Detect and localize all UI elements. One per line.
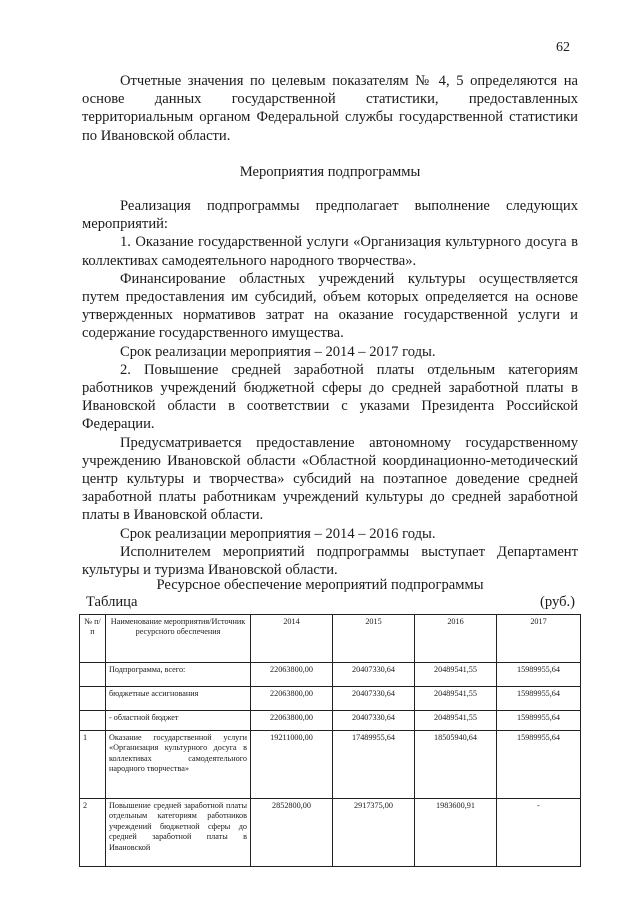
value-2017: - — [497, 799, 581, 867]
value-2016: 20489541,55 — [415, 687, 497, 711]
table-header-row — [80, 615, 581, 663]
value-2014: 22063800,00 — [251, 711, 333, 731]
value-2014: 2852800,00 — [251, 799, 333, 867]
paragraph: Отчетные значения по целевым показателям № 4, 5 определяются на основе данных государственной статистики, предоставленных территориальным органом Федеральной службы государственной статистики по Ивановской области. — [82, 73, 578, 144]
value-2015: 20407330,64 — [333, 687, 415, 711]
value-2016: 20489541,55 — [415, 711, 497, 731]
table-row — [80, 687, 581, 711]
header-cell: Наименование мероприятия/Источник ресурсного обеспечения — [106, 615, 251, 663]
value-2014: 22063800,00 — [251, 663, 333, 687]
table-row — [80, 799, 581, 867]
row-name: Оказание государственной услуги «Организация культурного досуга в коллективах самодеятельного народного творчества» — [106, 731, 251, 799]
paragraph: Срок реализации мероприятия – 2014 – 2017 годы. — [120, 343, 436, 360]
value-2017: 15989955,64 — [497, 711, 581, 731]
row-name: - областной бюджет — [106, 711, 251, 731]
row-number: 1 — [80, 731, 106, 799]
paragraph: Предусматривается предоставление автономному государственному учреждению Ивановской области «Областной координационно-методический центр культуры и творчества» субсидий на поэтапное доведение средней заработной платы работникам учреждений культуры до средней заработной платы в Ивановской области. — [82, 434, 578, 524]
value-2016: 20489541,55 — [415, 663, 497, 687]
resource-table — [79, 614, 581, 867]
row-name: бюджетные ассигнования — [106, 687, 251, 711]
value-2015: 17489955,64 — [333, 731, 415, 799]
row-number: 2 — [80, 799, 106, 867]
header-cell: 2014 — [251, 615, 333, 663]
table-row — [80, 731, 581, 799]
paragraph: Срок реализации мероприятия – 2014 – 2016 годы. — [120, 525, 436, 542]
value-2016: 18505940,64 — [415, 731, 497, 799]
value-2017: 15989955,64 — [497, 663, 581, 687]
table-title: Ресурсное обеспечение мероприятий подпрограммы — [156, 577, 484, 593]
value-2014: 19211000,00 — [251, 731, 333, 799]
section-heading: Мероприятия подпрограммы — [239, 163, 421, 180]
header-cell: № п/п — [80, 615, 106, 663]
row-number — [80, 663, 106, 687]
table-row — [80, 663, 581, 687]
body-text — [82, 72, 578, 579]
value-2016: 1983600,91 — [415, 799, 497, 867]
table-label: Таблица — [86, 594, 138, 610]
value-2015: 20407330,64 — [333, 711, 415, 731]
paragraph: Исполнителем мероприятий подпрограммы выступает Департамент культуры и туризма Ивановской области. — [82, 543, 578, 579]
header-cell: 2017 — [497, 615, 581, 663]
paragraph: 2. Повышение средней заработной платы отдельным категориям работников учреждений бюджетной сферы до средней заработной платы в Ивановской области в соответствии с указами Президента Российской Федерации. — [82, 361, 578, 433]
value-2017: 15989955,64 — [497, 687, 581, 711]
row-number — [80, 711, 106, 731]
value-2015: 20407330,64 — [333, 663, 415, 687]
header-cell: 2016 — [415, 615, 497, 663]
value-2014: 22063800,00 — [251, 687, 333, 711]
row-number — [80, 687, 106, 711]
page-number: 62 — [556, 40, 570, 55]
header-cell: 2015 — [333, 615, 415, 663]
table-unit: (руб.) — [540, 594, 576, 610]
table-row — [80, 711, 581, 731]
value-2015: 2917375,00 — [333, 799, 415, 867]
row-name: Повышение средней заработной платы отдельным категориям работников учреждений бюджетной сферы до средней заработной платы в Ивановской — [106, 799, 251, 867]
paragraph: 1. Оказание государственной услуги «Организация культурного досуга в коллективах самодеятельного народного творчества». — [82, 234, 578, 269]
row-name: Подпрограмма, всего: — [106, 663, 251, 687]
paragraph: Финансирование областных учреждений культуры осуществляется путем предоставления им субсидий, объем которых определяется на основе утвержденных нормативов затрат на оказание государственной услуги и содержание государственного имущества. — [82, 270, 578, 342]
value-2017: 15989955,64 — [497, 731, 581, 799]
paragraph: Реализация подпрограммы предполагает выполнение следующих мероприятий: — [82, 198, 578, 233]
